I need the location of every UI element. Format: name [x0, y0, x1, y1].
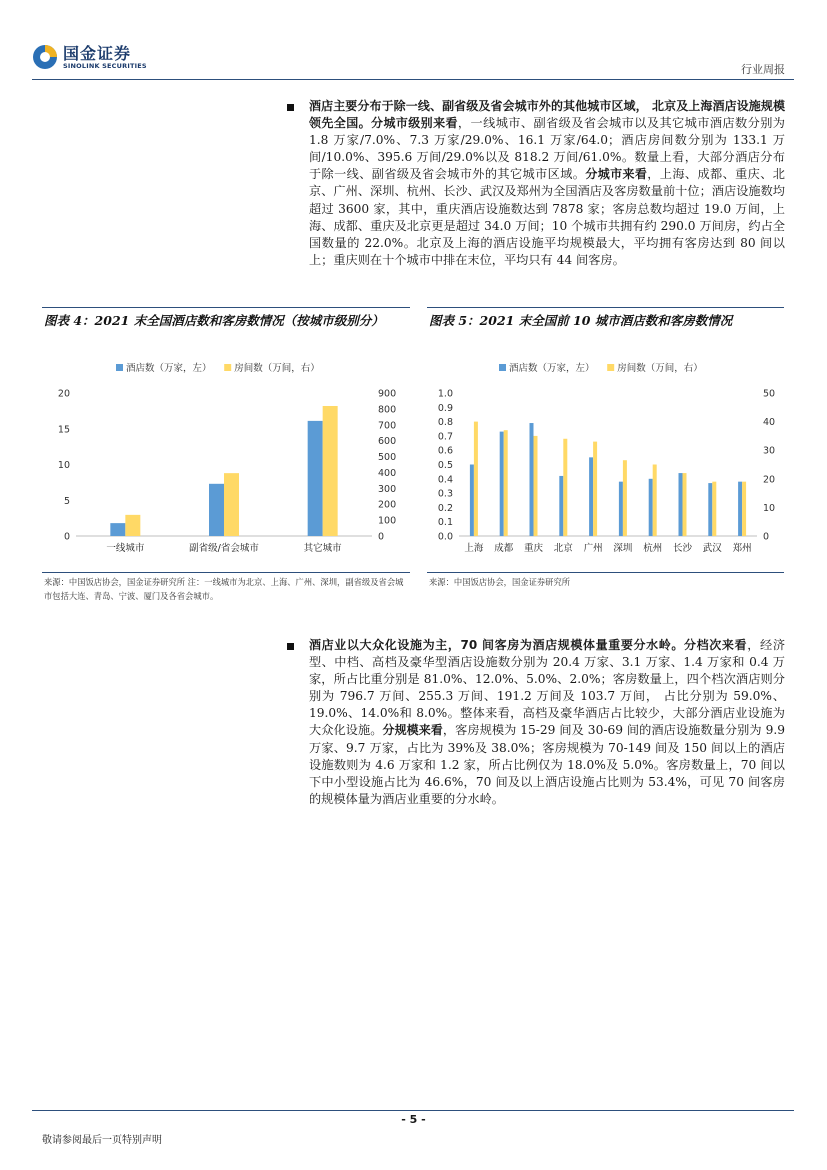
legend-swatch: [224, 364, 231, 371]
x-tick-label: 武汉: [702, 543, 722, 554]
bar-rooms: [125, 515, 140, 536]
y-tick-label-left: 0.2: [437, 502, 453, 514]
y-tick-label-right: 0: [378, 531, 385, 543]
bar-rooms: [563, 439, 567, 536]
figure-bottom-rule: [427, 572, 784, 573]
x-tick-label: 郑州: [732, 543, 752, 554]
legend-label: 酒店数（万家，左）: [126, 363, 212, 374]
y-tick-label-right: 900: [378, 388, 397, 400]
y-tick-label-right: 400: [378, 467, 397, 479]
y-tick-label-right: 500: [378, 452, 397, 464]
y-tick-label-left: 0.9: [437, 402, 453, 414]
x-tick-label: 重庆: [523, 543, 544, 554]
company-logo: [32, 44, 147, 70]
paragraph-hotel-scale: [309, 637, 785, 808]
bullet-icon: [287, 104, 294, 111]
y-tick-label-right: 10: [763, 502, 776, 514]
bar-rooms: [623, 460, 627, 536]
bar-rooms: [224, 473, 239, 536]
x-tick-label: 广州: [583, 543, 603, 554]
figure-5-source: 来源：中国饭店协会，国金证券研究所: [429, 577, 571, 587]
paragraph-text: ，客房规模为 15-29 间及 30-69 间的酒店设施数量分别为 9.9 万家、9.7 万家，占比为 39%及 38.0%；客房规模为 70-149 间及 150 间以上的酒店设施数则为 4.6 万家和 1.2 家，所占比例仅为 18.0%及 5.0%。客房数量上，70 间以下中小型设施占比为 46.6%，70 间及以上酒店设施占比则为 53.4%，可见 70 间客房的规模体量为酒店业重要的分水岭。: [309, 723, 785, 806]
logo-name-en: SINOLINK SECURITIES: [63, 61, 147, 70]
legend-swatch: [116, 364, 123, 371]
bar-hotels: [738, 482, 742, 536]
chart-figure-5: [427, 352, 784, 570]
paragraph-city-distribution: [309, 98, 785, 269]
y-tick-label-left: 1.0: [437, 388, 453, 400]
figure-top-rule: [42, 307, 410, 308]
bar-rooms: [474, 422, 478, 536]
y-tick-label-right: 100: [378, 515, 397, 527]
y-tick-label-left: 20: [57, 388, 70, 400]
bar-hotels: [649, 479, 653, 536]
bar-rooms: [504, 430, 508, 536]
y-tick-label-right: 600: [378, 436, 397, 448]
bar-hotels: [619, 482, 623, 536]
y-tick-label-left: 10: [57, 460, 70, 471]
figure-top-rule: [427, 307, 784, 308]
bar-hotels: [110, 523, 125, 536]
legend-swatch: [607, 364, 614, 371]
bar-rooms: [712, 482, 716, 536]
figure-5-title: 图表 5：2021 末全国前 10 城市酒店数和客房数情况: [429, 313, 733, 328]
footer-rule: [32, 1110, 794, 1111]
paragraph-text: ，上海、成都、重庆、北京、广州、深圳、杭州、长沙、武汉及郑州为全国酒店及客房数量前十位；酒店设施数均超过 3600 家，其中，重庆酒店设施数达到 7878 家；客房总数均超过 19.0 万间，上海、成都、重庆及北京更是超过 34.0 万间；10 个城市共拥有约 290.0 万间房，约占全国数量的 22.0%。北京及上海的酒店设施平均规模最大，平均拥有客房达到 80 间以上；重庆则在十个城市中排在末位，平均只有 44 间客房。: [309, 167, 785, 267]
bar-rooms: [653, 465, 657, 537]
legend-label: 酒店数（万家，左）: [509, 363, 595, 374]
y-tick-label-right: 30: [763, 445, 776, 457]
x-tick-label: 杭州: [643, 543, 663, 554]
x-tick-label: 成都: [494, 543, 514, 554]
y-tick-label-left: 0.8: [437, 417, 453, 429]
paragraph-subhead: 分城市来看: [585, 167, 648, 182]
chart-figure-4: [42, 352, 412, 570]
logo-name-cn: 国金证券: [63, 43, 132, 63]
bar-hotels: [500, 432, 504, 536]
bar-rooms: [683, 473, 687, 536]
y-tick-label-right: 300: [378, 483, 397, 495]
figure-4-source: 来源：中国饭店协会，国金证券研究所 注：一线城市为北京、上海、广州、深圳，副省级及省会城市包括大连、青岛、宁波、厦门及各省会城市。: [44, 577, 404, 601]
bullet-icon: [287, 643, 294, 650]
bar-hotels: [308, 421, 323, 536]
bar-hotels: [679, 473, 683, 536]
report-type: 行业周报: [741, 63, 785, 76]
paragraph-text: ，经济型、中档、高档及豪华型酒店设施数分别为 20.4 万家、3.1 万家、1.4 万家和 0.4 万家，所占比重分别是 81.0%、12.0%、5.0%、2.0%；客房数量上，四个档次酒店则分别为 796.7 万间、255.3 万间、191.2 万间及 103.7 万间， 占比分别为 59.0%、19.0%、14.0%和 8.0%。整体来看，高档及豪华酒店占比较少，大部分酒店业设施为大众化设施。: [309, 638, 786, 738]
y-tick-label-left: 0.7: [437, 431, 453, 443]
y-tick-label-right: 200: [378, 499, 397, 511]
y-tick-label-right: 50: [763, 388, 776, 400]
paragraph-lead: 酒店主要分布于除一线、副省级及省会城市外的其他城市区域， 北京及上海酒店设施规模领先全国。分城市级别来看: [309, 99, 785, 131]
y-tick-label-right: 800: [378, 404, 397, 416]
x-tick-label: 一线城市: [106, 543, 145, 554]
y-tick-label-left: 0.3: [437, 488, 453, 500]
x-tick-label: 深圳: [613, 543, 633, 554]
x-tick-label: 其它城市: [303, 543, 342, 554]
y-tick-label-right: 40: [763, 417, 776, 429]
paragraph-lead: 酒店业以大众化设施为主，70 间客房为酒店规模体量重要分水岭。分档次来看: [309, 638, 748, 652]
x-tick-label: 长沙: [672, 543, 693, 554]
x-tick-label: 北京: [553, 543, 573, 554]
figure-4-title: 图表 4：2021 末全国酒店数和客房数情况（按城市级别分）: [44, 313, 384, 328]
y-tick-label-left: 0.6: [437, 445, 453, 457]
legend-swatch: [499, 364, 506, 371]
y-tick-label-left: 0.0: [437, 531, 453, 543]
disclaimer: 敬请参阅最后一页特别声明: [42, 1135, 162, 1146]
bar-rooms: [323, 406, 338, 536]
bar-rooms: [593, 442, 597, 536]
bar-rooms: [742, 482, 746, 536]
paragraph-subhead: 分规模来看: [382, 723, 443, 738]
logo-icon: [32, 44, 58, 70]
y-tick-label-right: 700: [378, 420, 397, 432]
y-tick-label-left: 0.4: [437, 474, 453, 486]
legend-label: 房间数（万间，右）: [617, 363, 703, 374]
y-tick-label-left: 5: [63, 495, 70, 507]
x-tick-label: 上海: [464, 543, 484, 554]
bar-hotels: [209, 484, 224, 536]
bar-hotels: [708, 483, 712, 536]
y-tick-label-left: 0.5: [437, 460, 453, 471]
page-number: - 5 -: [401, 1113, 426, 1126]
bar-hotels: [530, 423, 534, 536]
bar-hotels: [589, 457, 593, 536]
y-tick-label-left: 0: [63, 531, 70, 543]
y-tick-label-right: 0: [763, 531, 770, 543]
paragraph-text: ，一线城市、副省级及省会城市以及其它城市酒店数分别为 1.8 万家/7.0%、7.3 万家/29.0%、16.1 万家/64.0；酒店房间数分别为 133.1 万间/10.0%、395.6 万间/29.0%以及 818.2 万间/61.0%。数量上看，大部分酒店分布于除一线、副省级及省会城市外的其它城市区域。: [309, 116, 785, 182]
x-tick-label: 副省级/省会城市: [189, 543, 259, 554]
bar-rooms: [534, 436, 538, 536]
legend-label: 房间数（万间，右）: [234, 363, 320, 374]
y-tick-label-left: 15: [57, 424, 70, 436]
header-rule: [32, 79, 794, 80]
bar-hotels: [470, 465, 474, 537]
bar-hotels: [559, 476, 563, 536]
y-tick-label-right: 20: [763, 474, 776, 486]
y-tick-label-left: 0.1: [437, 517, 453, 529]
figure-bottom-rule: [42, 572, 410, 573]
